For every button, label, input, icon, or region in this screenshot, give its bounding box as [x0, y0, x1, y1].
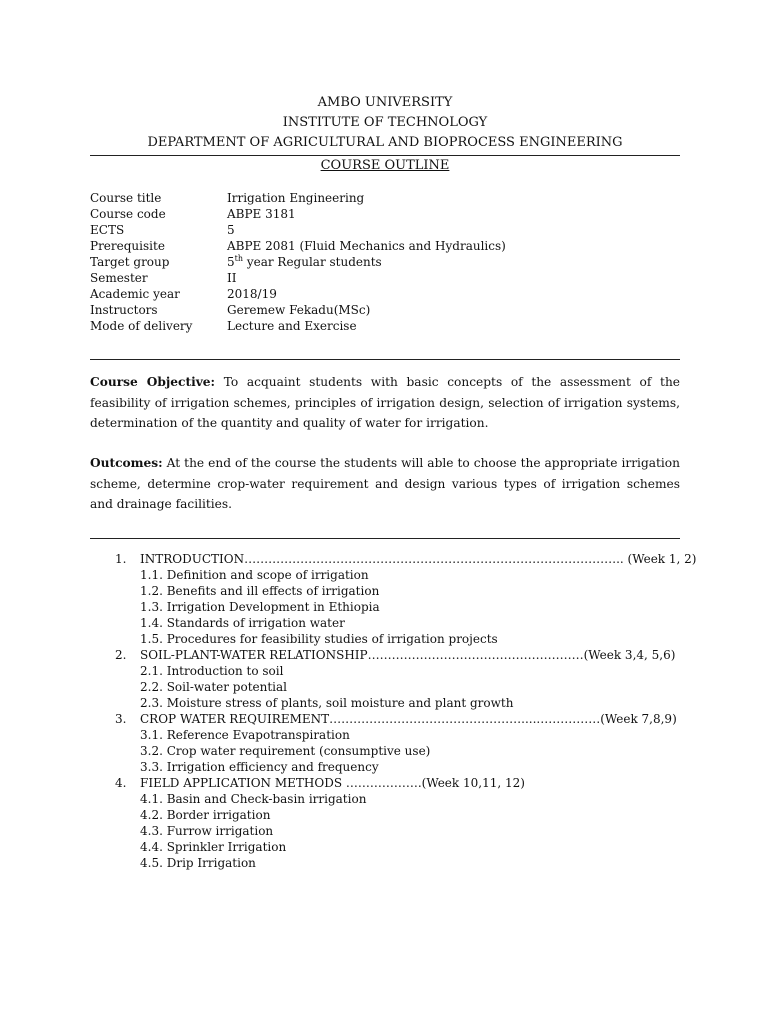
- info-label: Semester: [90, 271, 148, 285]
- chapter-title: SOIL-PLANT-WATER RELATIONSHIP………………………………………………(Week 3,4, 5,6): [140, 648, 676, 662]
- department-name: DEPARTMENT OF AGRICULTURAL AND BIOPROCESS ENGINEERING: [147, 135, 623, 150]
- list-item: 1.1. Definition and scope of irrigation: [140, 568, 369, 582]
- chapter-number: 4.: [115, 776, 127, 790]
- list-item: 3.2. Crop water requirement (consumptive use): [140, 744, 431, 758]
- list-item: 1.5. Procedures for feasibility studies of irrigation projects: [140, 632, 498, 646]
- chapter-number: 1.: [115, 552, 127, 566]
- info-value-number: 5: [227, 255, 235, 269]
- info-row-course-title: [90, 190, 506, 206]
- info-label: Instructors: [90, 303, 158, 317]
- list-item: 4.3. Furrow irrigation: [140, 824, 274, 838]
- info-row-mode-of-delivery: [90, 318, 506, 334]
- info-label: ECTS: [90, 223, 125, 237]
- chapter-heading: [90, 647, 680, 663]
- outcomes-label: Outcomes:: [90, 456, 163, 470]
- document-header: [90, 93, 680, 153]
- list-item: 4.4. Sprinkler Irrigation: [140, 840, 287, 854]
- info-label: Academic year: [90, 287, 180, 301]
- info-value: ABPE 3181: [227, 207, 296, 221]
- course-outcomes: [90, 453, 680, 515]
- list-item: 3.1. Reference Evapotranspiration: [140, 728, 350, 742]
- info-row-semester: [90, 270, 506, 286]
- chapter-heading: [90, 775, 680, 791]
- list-item: 2.1. Introduction to soil: [140, 664, 284, 678]
- info-label: Target group: [90, 255, 170, 269]
- info-value: ABPE 2081 (Fluid Mechanics and Hydraulics): [227, 239, 506, 253]
- objective-text: To acquaint students with basic concepts of the assessment of the feasibility of irrigation schemes, principles of irrigation design, selection of irrigation systems, determination of the quantity and quality of water for irrigation.: [90, 375, 681, 430]
- list-item: 1.2. Benefits and ill effects of irrigation: [140, 584, 380, 598]
- info-row-prerequisite: [90, 238, 506, 254]
- chapter-number: 3.: [115, 712, 127, 726]
- info-value: 5: [227, 223, 235, 237]
- header-divider: [90, 155, 680, 156]
- university-name: AMBO UNIVERSITY: [317, 95, 453, 110]
- list-item: 4.1. Basin and Check-basin irrigation: [140, 792, 367, 806]
- info-divider: [90, 359, 680, 360]
- institute-name: INSTITUTE OF TECHNOLOGY: [282, 115, 488, 130]
- outline-title-text: COURSE OUTLINE: [320, 158, 450, 173]
- chapter-title: FIELD APPLICATION METHODS ……………….(Week 10,11, 12): [140, 776, 525, 790]
- outcomes-divider: [90, 538, 680, 539]
- info-row-ects: [90, 222, 506, 238]
- info-label: Course code: [90, 207, 166, 221]
- info-row-course-code: [90, 206, 506, 222]
- list-item: 4.2. Border irrigation: [140, 808, 271, 822]
- chapter-title: CROP WATER REQUIREMENT………………………………………….....……………(Week 7,8,9): [140, 712, 677, 726]
- list-item: 1.3. Irrigation Development in Ethiopia: [140, 600, 380, 614]
- info-label: Course title: [90, 191, 162, 205]
- info-value-superscript: th: [234, 254, 244, 263]
- outcomes-text: At the end of the course the students will able to choose the appropriate irrigation scheme, determine crop-water requirement and design various types of irrigation schemes and drainage facilities.: [90, 456, 680, 511]
- info-value-rest: year Regular students: [243, 255, 382, 269]
- info-value: [227, 254, 382, 270]
- objective-label: Course Objective:: [90, 375, 216, 389]
- chapter-heading: [90, 551, 697, 567]
- info-value: 2018/19: [227, 287, 277, 301]
- outline-title: [90, 157, 680, 175]
- list-item: 2.2. Soil-water potential: [140, 680, 287, 694]
- course-contents: [90, 551, 697, 871]
- course-info-table: [90, 190, 506, 334]
- list-item: 3.3. Irrigation efficiency and frequency: [140, 760, 379, 774]
- info-value: Geremew Fekadu(MSc): [227, 303, 371, 317]
- list-item: 2.3. Moisture stress of plants, soil moisture and plant growth: [140, 696, 514, 710]
- info-row-target-group: [90, 254, 506, 270]
- info-value: Irrigation Engineering: [227, 191, 365, 205]
- info-value: II: [227, 271, 237, 285]
- list-item: 4.5. Drip Irrigation: [140, 856, 256, 870]
- info-label: Prerequisite: [90, 239, 165, 253]
- course-objective: [90, 372, 680, 434]
- chapter-heading: [90, 711, 680, 727]
- chapter-title: INTRODUCTION………………………………………………………………………………….. (Week 1, 2): [140, 552, 697, 566]
- info-row-academic-year: [90, 286, 506, 302]
- info-row-instructors: [90, 302, 506, 318]
- info-label: Mode of delivery: [90, 319, 193, 333]
- list-item: 1.4. Standards of irrigation water: [140, 616, 345, 630]
- info-value: Lecture and Exercise: [227, 319, 357, 333]
- chapter-number: 2.: [115, 648, 127, 662]
